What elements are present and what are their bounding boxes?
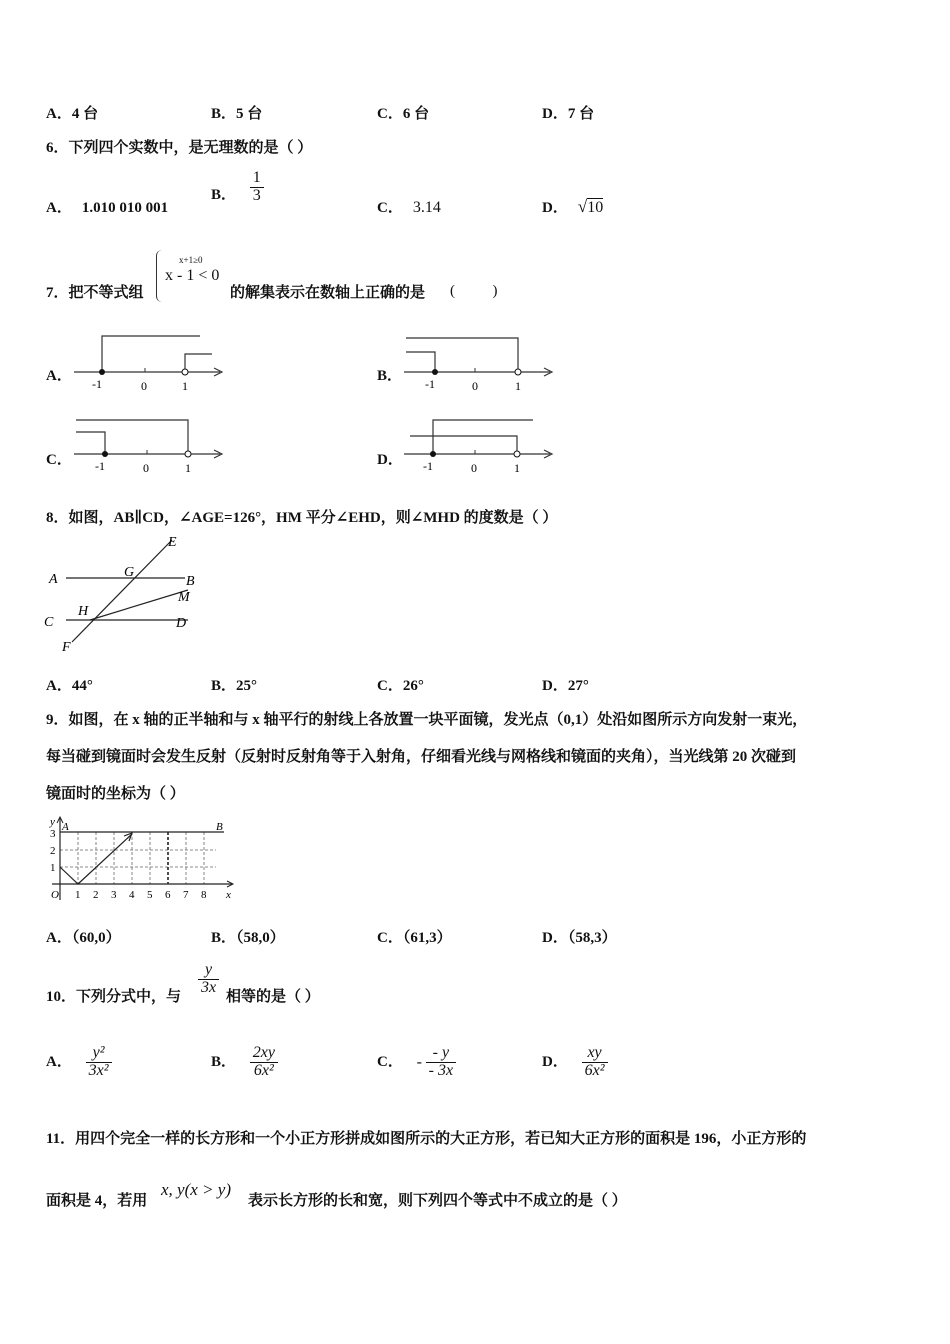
sqrt-icon: √ [577,197,588,216]
x-tick-label: 1 [75,889,81,901]
q7-option-a-label[interactable]: A． [46,368,72,384]
q10-main-numerator: y [205,961,213,978]
q9-option-c[interactable]: C．（61,3） [377,930,452,946]
q6-b-fraction [250,170,264,205]
q5-option-a[interactable]: A．4 台 [46,106,99,122]
tick-label: 1 [514,461,520,475]
q10-main-denominator: 3x [198,979,219,997]
q10-b-denominator: 6x² [250,1062,278,1080]
q7-number-line-b[interactable] [400,330,560,395]
q10-stem-pre: 10．下列分式中，与 [46,989,182,1005]
q10-option-a[interactable] [46,1045,112,1080]
tick-label: -1 [425,377,435,391]
q9-option-b[interactable]: B．（58,0） [211,930,285,946]
x-tick-label: 6 [165,889,171,901]
q9-stem-line3: 镜面时的坐标为（ ） [46,786,185,802]
q10-option-d[interactable] [542,1045,608,1080]
tick-label: -1 [423,459,433,473]
label-b: B [216,821,223,833]
q8-option-d[interactable]: D．27° [542,678,589,694]
range-line [406,352,435,372]
q10-c-numerator: - y [432,1044,450,1061]
q8-option-c[interactable]: C．26° [377,678,424,694]
q6-a-label: A． [46,200,72,216]
filled-dot [432,369,438,375]
q10-d-denominator: 6x² [582,1062,608,1080]
label-e: E [168,535,177,550]
tick-label: -1 [95,459,105,473]
x-tick-label: 5 [147,889,153,901]
q10-option-c[interactable] [377,1045,456,1080]
label-h: H [78,604,89,619]
tick-label: 0 [141,379,147,393]
y-tick-label: 2 [50,845,56,857]
q5-option-b[interactable]: B．5 台 [211,106,263,122]
open-dot [514,451,520,457]
y-tick-label: 1 [50,862,56,874]
q7-option-d-label[interactable]: D． [377,452,403,468]
q8-figure [40,532,215,657]
open-dot [185,451,191,457]
label-a: A [62,821,69,833]
q5-option-c[interactable]: C．6 台 [377,106,430,122]
q8-option-b[interactable]: B．25° [211,678,258,694]
q6-option-d[interactable] [542,196,603,217]
q9-stem-line1: 9．如图，在 x 轴的正半轴和与 x 轴平行的射线上各放置一块平面镜，发光点（0,1）处沿如图所示方向发射一束光， [46,712,808,728]
q10-main-fraction [198,962,219,997]
q10-c-sign: - [416,1053,422,1071]
q10-a-denominator: 3x² [86,1062,112,1080]
q7-answer-paren: ( ) [450,283,498,299]
label-m: M [178,590,190,605]
q7-system-brace [156,250,229,302]
open-dot [182,369,188,375]
filled-dot [430,451,436,457]
q6-c-value: 3.14 [412,199,441,216]
label-a: A [49,572,58,587]
q8-option-a[interactable]: A．44° [46,678,93,694]
q10-d-numerator: xy [587,1044,602,1061]
tick-label: 1 [515,379,521,393]
q8-stem: 8．如图，AB∥CD，∠AGE=126°，HM 平分∠EHD，则∠MHD 的度数是（ ） [46,510,558,526]
tick-label: 0 [472,379,478,393]
q11-stem-line2-pre: 面积是 4，若用 [46,1193,148,1209]
q6-a-value: 1.010 010 001 [81,200,169,216]
q7-system-line2: x - 1 < 0 [165,267,220,284]
q10-c-label: C． [377,1053,403,1070]
origin-label: O [51,889,59,901]
tick-label: 1 [185,461,191,475]
x-tick-label: 2 [93,889,99,901]
q9-stem-line2: 每当碰到镜面时会发生反射（反射时反射角等于入射角，仔细看光线与网格线和镜面的夹角），当光线第 20 次碰到 [46,749,797,765]
q10-a-numerator: y² [92,1044,105,1061]
q10-d-label: D． [542,1053,568,1070]
q7-option-b-label[interactable]: B． [377,368,403,384]
q7-stem-pre: 7．把不等式组 [46,285,144,301]
range-line [76,432,105,454]
range-line [410,436,517,454]
q10-c-denominator: - 3x [426,1062,456,1080]
q9-option-a[interactable]: A．（60,0） [46,930,121,946]
q6-c-label: C． [377,200,403,216]
label-b: B [186,574,195,589]
range-line [76,420,188,454]
q10-a-label: A． [46,1053,72,1070]
tick-label: 0 [143,461,149,475]
x-tick-label: 8 [201,889,207,901]
label-c: C [44,615,54,630]
tick-label: 0 [471,461,477,475]
q11-stem-line2-post: 表示长方形的长和宽，则下列四个等式中不成立的是（ ） [248,1193,627,1209]
q10-stem-post: 相等的是（ ） [226,989,320,1005]
filled-dot [99,369,105,375]
q10-b-fraction [250,1045,278,1080]
q10-option-b[interactable] [211,1045,278,1080]
ray-hm [90,590,188,620]
x-tick-label: 7 [183,889,189,901]
q7-option-c-label[interactable]: C． [46,452,72,468]
q11-expression: x, y(x > y) [161,1180,231,1199]
x-tick-label: 3 [111,889,117,901]
q7-number-line-d[interactable] [400,414,560,479]
q11-stem-line1: 11．用四个完全一样的长方形和一个小正方形拼成如图所示的大正方形，若已知大正方形的面积是 196，小正方形的 [46,1131,807,1147]
q10-d-fraction [582,1045,608,1080]
q6-option-c[interactable] [377,196,441,217]
x-axis-label: x [226,889,231,901]
q10-a-fraction [86,1045,112,1080]
q7-stem-post: 的解集表示在数轴上正确的是 [230,285,426,301]
y-axis-label: y [50,816,55,828]
open-dot [515,369,521,375]
q10-c-fraction [426,1045,456,1080]
label-f: F [62,640,71,655]
q7-number-line-c[interactable] [70,414,230,479]
y-tick-label: 3 [50,828,56,840]
filled-dot [102,451,108,457]
q9-option-d[interactable]: D．（58,3） [542,930,617,946]
q7-number-line-a[interactable] [70,330,230,395]
q6-b-numerator: 1 [252,169,261,186]
q6-b-label: B． [211,186,237,203]
q6-d-radicand: 10 [587,199,604,216]
x-tick-label: 4 [129,889,135,901]
tick-label: 1 [182,379,188,393]
grid-lines [60,832,216,884]
line-ef [72,540,172,642]
range-line [406,338,518,372]
q6-d-label: D． [542,200,568,216]
tick-label: -1 [92,377,102,391]
q9-grid-figure [44,812,239,904]
q6-b-denominator: 3 [250,187,264,205]
q7-system-line1: x+1≥0 [179,255,203,265]
q10-b-label: B． [211,1053,237,1070]
q6-option-a[interactable] [46,196,168,217]
range-line [433,420,533,454]
q6-option-b[interactable] [211,170,264,205]
q6-stem: 6．下列四个实数中，是无理数的是（ ） [46,140,313,156]
range-line [185,354,212,372]
label-g: G [124,565,135,580]
label-d: D [176,616,187,631]
q10-b-numerator: 2xy [252,1044,275,1061]
q5-option-d[interactable]: D．7 台 [542,106,595,122]
